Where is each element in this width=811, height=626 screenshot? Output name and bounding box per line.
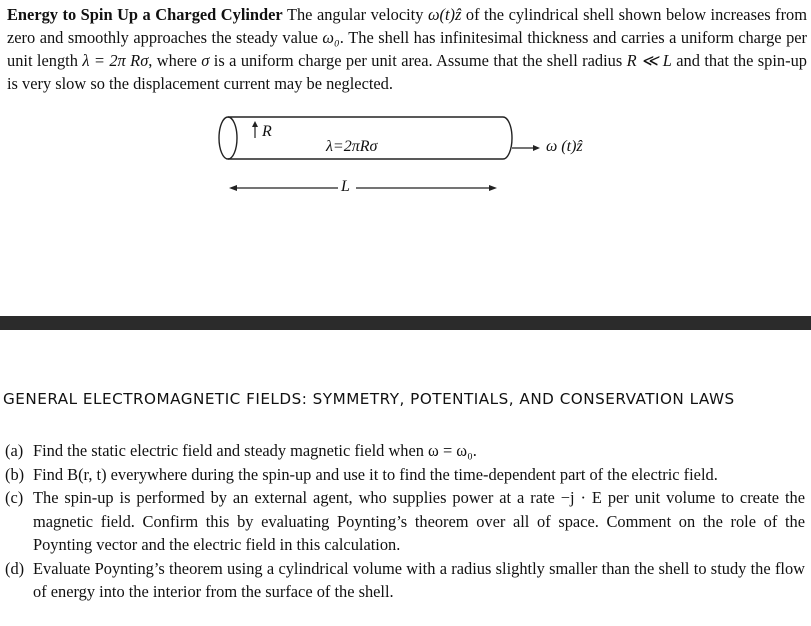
length-arrowhead-right xyxy=(489,185,497,191)
problem-title: Energy to Spin Up a Charged Cylinder xyxy=(7,5,283,24)
part-d xyxy=(5,557,805,604)
intro-text-4: , where xyxy=(148,51,202,70)
length-arrowhead-left xyxy=(229,185,237,191)
part-text: Find B(r, t) everywhere during the spin-up and use it to find the time-dependent part of the electric field. xyxy=(33,464,718,484)
omega-label: ω (t)ẑ xyxy=(546,138,583,155)
cylinder-left-cap xyxy=(219,117,237,159)
part-a xyxy=(5,439,805,463)
cylinder-diagram xyxy=(0,110,811,210)
intro-text-2: of the cylindrical shell shown below increases from zero and smoothly approaches the steady value xyxy=(7,5,807,47)
part-b xyxy=(5,463,805,487)
part-label: (d) xyxy=(5,558,25,578)
part-label: (c) xyxy=(5,488,24,507)
radius-arrowhead xyxy=(252,121,258,127)
part-label: (a) xyxy=(5,441,24,460)
intro-text-5: is a uniform charge per unit area. Assume that the shell radius xyxy=(209,51,627,70)
omega-zero: ω₀ xyxy=(322,28,340,47)
sigma-symbol: σ xyxy=(201,51,210,70)
problem-statement xyxy=(7,3,807,95)
part-text: The spin-up is performed by an external agent, who supplies power at a rate −j · E per unit volume to create the magnetic field. Confirm this by evaluating Poynting’s theorem over all of space. Comment on the role of the Poynting vector and the electric field in this calculation. xyxy=(33,488,805,554)
omega-arrowhead xyxy=(533,145,540,151)
intro-text-3: . The shell has infinitesimal thickness and carries a uniform charge per unit length xyxy=(7,28,807,70)
part-text: Evaluate Poynting’s theorem using a cylindrical volume with a radius slightly smaller than the shell to study the flow of energy into the interior from the surface of the shell. xyxy=(33,558,805,601)
section-header: GENERAL ELECTROMAGNETIC FIELDS: SYMMETRY, POTENTIALS, AND CONSERVATION LAWS xyxy=(3,390,735,408)
r-much-less-l: R ≪ L xyxy=(626,51,672,70)
part-c xyxy=(5,486,805,557)
omega-t-zhat: ω(t)ẑ xyxy=(427,5,462,24)
part-label: (b) xyxy=(5,464,25,484)
lambda-equation: λ = 2π Rσ xyxy=(82,51,149,70)
lambda-label: λ=2πRσ xyxy=(326,138,378,155)
cylinder-right-cap xyxy=(503,117,512,159)
cylinder-figure xyxy=(0,110,811,210)
length-label: L xyxy=(341,178,350,195)
part-text: Find the static electric field and steady magnetic field when ω = ω₀. xyxy=(33,441,477,460)
intro-text-1: The angular velocity xyxy=(286,5,428,24)
radius-label: R xyxy=(262,123,272,140)
intro-text-6: and that the spin-up is very slow so the displacement current may be neglected. xyxy=(7,51,807,93)
parts-list xyxy=(5,439,805,604)
page-divider-bar xyxy=(0,316,811,330)
